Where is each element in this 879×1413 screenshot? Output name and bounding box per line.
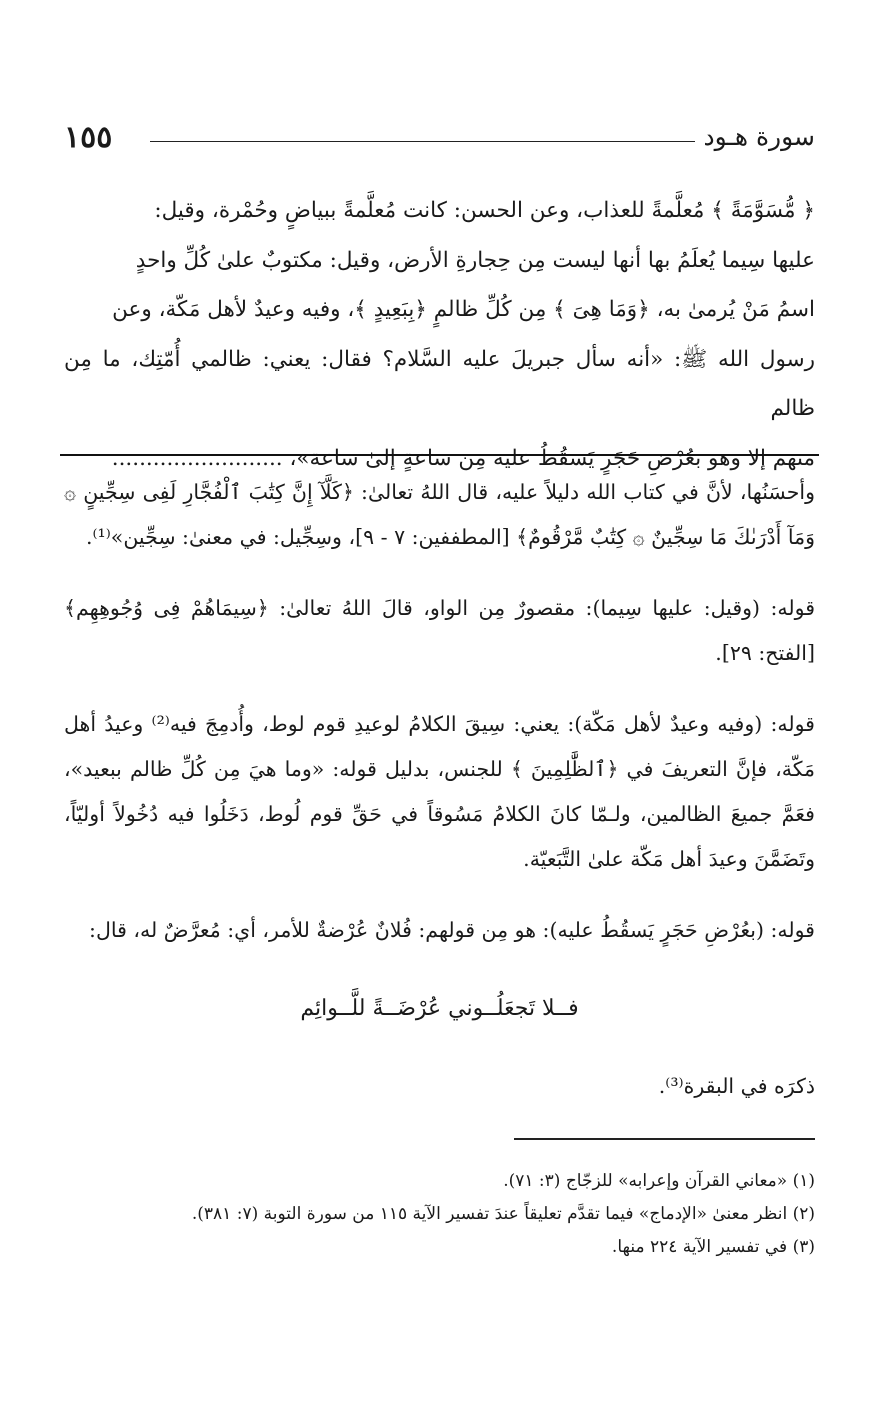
- commentary: [64, 470, 815, 953]
- main-text-line: عليها سِيما يُعلَمُ بها أنها ليست مِن حِجارةِ الأرض، وقيل: مكتوبٌ علىٰ كُلِّ واحدٍ: [135, 247, 815, 273]
- footnote: (١) «معاني القرآن وإعرابه» للزجّاج (٣: ٧١).: [503, 1171, 815, 1191]
- closing-note: ذكرَه في البقرة⁽³⁾.: [658, 1074, 815, 1098]
- main-text-line: رسول الله ﷺ: «أنه سأل جبريلَ عليه السَّلام؟ فقال: يعني: ظالمي أُمّتِك، ما مِن ظالم: [64, 346, 815, 422]
- surah-title: سورة هـود: [703, 122, 815, 151]
- header-rule: [150, 141, 695, 142]
- section-divider: [60, 454, 819, 456]
- poetry-verse: فــلا تَجعَلُــوني عُرْضَــةً للَّــوائِم: [300, 996, 579, 1021]
- footnote: (٣) في تفسير الآية ٢٢٤ منها.: [611, 1237, 815, 1257]
- footnote: (٢) انظر معنىٰ «الإدماج» فيما تقدَّم تعليقاً عندَ تفسير الآية ١١٥ من سورة التوبة (٧: ٣٨١).: [191, 1204, 815, 1224]
- commentary-paragraph: قوله: (وفيه وعيدٌ لأهل مَكّة): يعني: سِيقَ الكلامُ لوعيدِ قوم لوط، وأُدمِجَ فيه⁽²⁾ وعيدُ أهل مَكّة، فإنَّ التعريفَ في ﴿ٱلظَّٰلِمِينَ ﴾ للجنس، بدليل قوله: «وما هيَ مِن كُلِّ ظالم ببعيد»، فعَمَّ جميعَ الظالمين، ولـمّا كانَ الكلامُ مَسُوقاً في حَقِّ قوم لُوط، دَخَلُوا فيه دُخُولاً أوليّاً، وتَضَمَّنَ وعيدَ أهل مَكّة علىٰ التَّبَعيّة.: [64, 712, 815, 871]
- main-text-line: منهم إلا وهو بعُرْضِ حَجَرٍ يَسقُطُ عليه مِن ساعةٍ إلىٰ ساعة»، .........................: [111, 445, 815, 471]
- closing-note-block: [64, 1064, 815, 1109]
- main-text-line: ﴿ مُّسَوَّمَةً ﴾ مُعلَّمةً للعذاب، وعن الحسن: كانت مُعلَّمةً ببياضٍ وحُمْرة، وقيل:: [154, 198, 815, 223]
- main-text-line: اسمُ مَنْ يُرمىٰ به، ﴿وَمَا هِىَ ﴾ مِن كُلِّ ظالمٍ ﴿بِبَعِيدٍ ﴾، وفيه وعيدٌ لأهل مَكّة، وعن: [112, 297, 815, 323]
- commentary-paragraph: وأحسَنُها، لأنَّ في كتاب الله دليلاً عليه، قال اللهُ تعالىٰ: ﴿كَلَّآ إِنَّ كِتَٰبَ ٱلْفُجَّارِ لَفِى سِجِّينٍ ۞ وَمَآ أَدْرَىٰكَ مَا سِجِّينٌ ۞ كِتَٰبٌ مَّرْقُومٌ﴾ [المطففين: ٧ - ٩]، وسِجِّيل: في معنىٰ: سِجِّين»⁽¹⁾.: [64, 480, 815, 549]
- commentary-paragraph: قوله: (بعُرْضِ حَجَرٍ يَسقُطُ عليه): هو مِن قولهم: فُلانٌ عُرْضةٌ للأمر، أي: مُعرَّضٌ له، قال:: [89, 918, 815, 942]
- footnotes: [64, 1165, 815, 1264]
- main-text: [64, 186, 815, 484]
- running-header: [64, 120, 815, 160]
- page-number: ١٥٥: [64, 120, 113, 155]
- footnote-rule: [514, 1138, 815, 1140]
- commentary-paragraph: قوله: (وقيل: عليها سِيما): مقصورٌ مِن الواو، قالَ اللهُ تعالىٰ: ﴿سِيمَاهُمْ فِى وُجُوهِهِم﴾ [الفتح: ٢٩].: [64, 596, 815, 665]
